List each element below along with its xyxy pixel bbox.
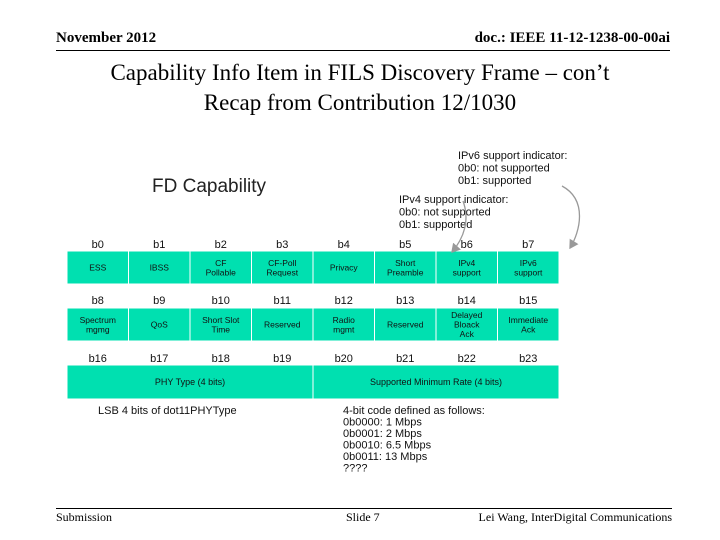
bit-label: b17 (150, 353, 169, 365)
ipv6-note-line: 0b0: not supported (458, 162, 550, 175)
bit-cell-label: Ack (459, 329, 474, 339)
bit-rows (67, 239, 559, 399)
bit-cell-label: ESS (89, 262, 107, 273)
slide-title-line1: Capability Info Item in FILS Discovery Frame – con’t (110, 60, 610, 85)
ipv6-note-line: 0b1: supported (458, 175, 532, 187)
bit-cell-label: mgmt (333, 324, 355, 335)
bit-cell-label: Delayed (451, 310, 483, 320)
bit-cell-label: IPv4 (458, 257, 476, 268)
bit-cell-label: Spectrum (79, 314, 116, 325)
bit-cell-label: Short (395, 257, 416, 268)
bit-cell-label: Radio (332, 314, 355, 325)
bit-label: b18 (211, 353, 230, 365)
bit-label: b7 (522, 239, 535, 251)
header-date: November 2012 (56, 30, 157, 46)
bit-cell-label: Ack (521, 324, 536, 335)
bit-cell-label: Time (211, 324, 231, 335)
rate-note-line: 0b0001: 2 Mbps (343, 428, 422, 440)
bit-cell-label: Pollable (205, 267, 236, 278)
bit-label: b6 (460, 239, 473, 251)
ipv4-note-line: 0b0: not supported (399, 206, 491, 219)
bit-cell-label: support (452, 267, 481, 278)
bit-cell-label: QoS (150, 319, 168, 330)
bit-label: b4 (337, 239, 350, 251)
footer-divider (56, 508, 672, 509)
bit-label: b14 (457, 295, 476, 307)
footer-submission: Submission (56, 510, 113, 524)
bit-cell-label: Immediate (508, 314, 549, 325)
fd-capability-heading: FD Capability (152, 176, 267, 197)
bit-label: b9 (153, 295, 166, 307)
supported-min-rate-label: Supported Minimum Rate (4 bits) (369, 377, 503, 387)
bit-cell-label: CF-Poll (268, 257, 297, 268)
bit-cell-label: IPv6 (519, 257, 537, 268)
bit-cell-label: CF (215, 257, 227, 268)
bit-label: b11 (273, 295, 292, 307)
bit-label: b0 (91, 239, 104, 251)
bit-label: b23 (519, 353, 538, 365)
bit-cell-label: Preamble (387, 267, 424, 278)
bit-label: b3 (276, 239, 289, 251)
bit-cell-label: Bloack (453, 319, 480, 330)
slide-title-line2: Recap from Contribution 12/1030 (203, 90, 517, 115)
phy-type-label: PHY Type (4 bits) (154, 377, 226, 387)
bit-cell-label: mgmg (85, 324, 110, 335)
ipv4-note-line: IPv4 support indicator: (399, 194, 509, 206)
bit-label: b15 (519, 295, 538, 307)
bit-label: b12 (334, 295, 353, 307)
rate-note-line: 0b0000: 1 Mbps (343, 416, 422, 429)
ipv4-note-line: 0b1: supported (399, 219, 473, 231)
bit-cell-label: Request (266, 267, 299, 278)
bit-cell-label: support (514, 267, 543, 278)
bit-cell-label: Reserved (387, 319, 424, 330)
bit-cell-label: Reserved (264, 319, 301, 330)
bit-label: b8 (91, 295, 104, 307)
rate-note-line: 0b0011: 13 Mbps (343, 451, 428, 463)
ipv6-arrow (562, 186, 580, 248)
bit-cell-label: IBSS (149, 262, 169, 273)
bit-label: b5 (399, 239, 412, 251)
rate-note-line: 4-bit code defined as follows: (343, 405, 485, 417)
bit-label: b13 (396, 295, 415, 307)
bit-cell-label: Privacy (329, 262, 358, 273)
bit-label: b2 (214, 239, 227, 251)
bit-label: b21 (396, 353, 415, 365)
bit-cell-label: Short Slot (202, 314, 240, 325)
footer-slide-number: Slide 7 (346, 510, 380, 524)
phy-type-note: LSB 4 bits of dot11PHYType (98, 405, 237, 417)
bit-label: b19 (273, 353, 292, 365)
ipv6-note-line: IPv6 support indicator: (458, 150, 568, 162)
bit-label: b22 (457, 353, 476, 365)
header-doc-id: doc.: IEEE 11-12-1238-00-00ai (474, 30, 670, 46)
rate-note-line: 0b0010: 6.5 Mbps (343, 439, 432, 452)
rate-note-line: ???? (343, 462, 368, 475)
bit-label: b16 (88, 353, 107, 365)
footer-author: Lei Wang, InterDigital Communications (478, 510, 672, 524)
bit-label: b10 (211, 295, 230, 307)
bit-label: b20 (334, 353, 353, 365)
bit-label: b1 (153, 239, 166, 251)
